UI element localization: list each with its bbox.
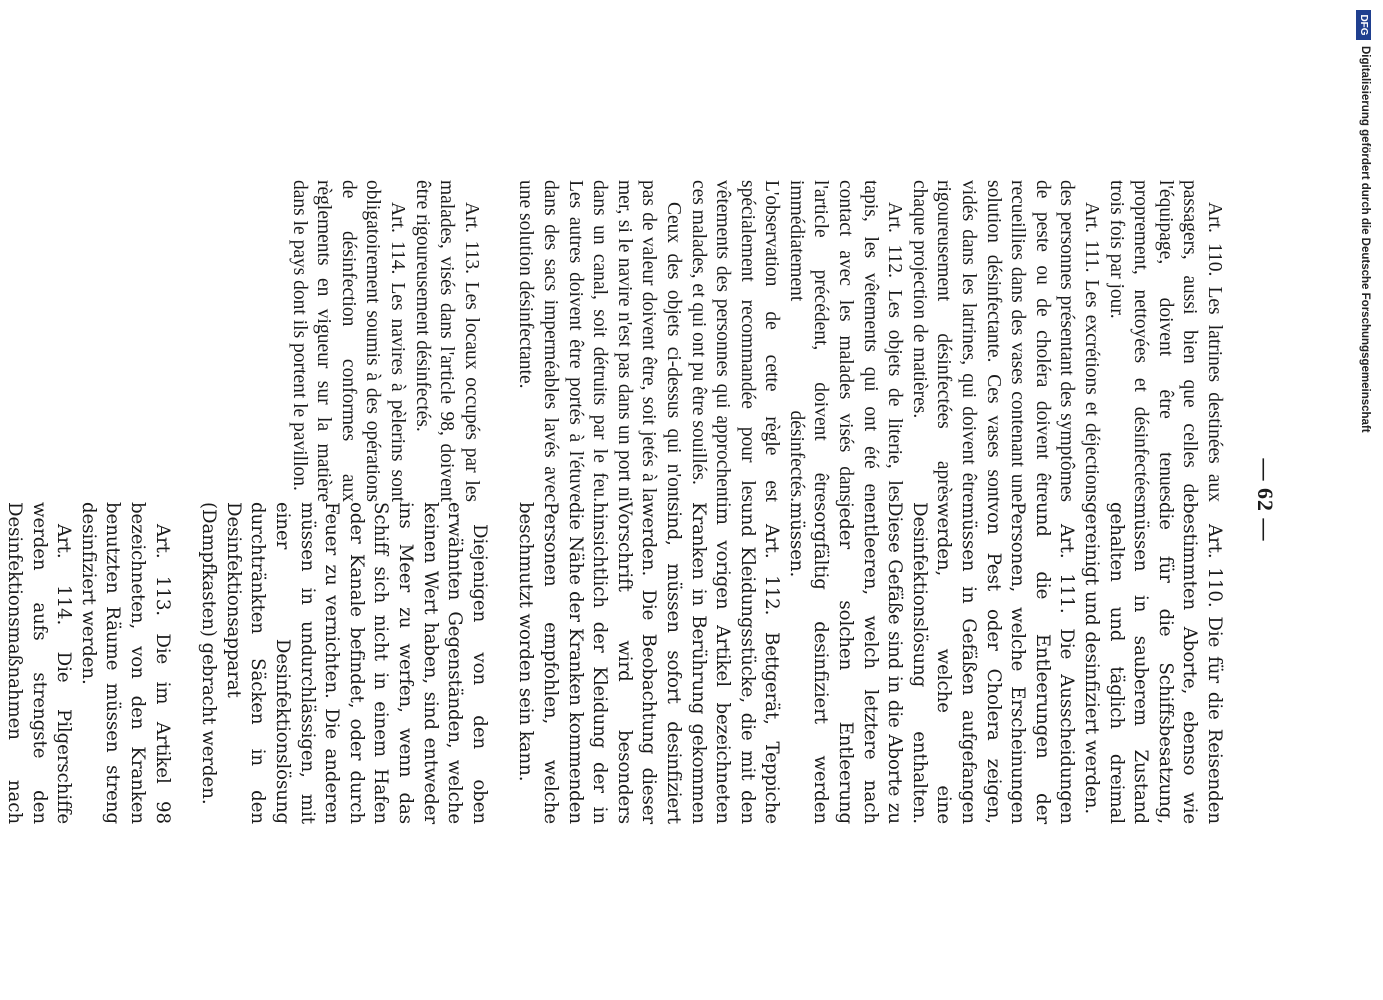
digitization-credit	[1355, 10, 1371, 990]
de-art-112: Art. 112. Bettgerät, Teppiche und Kleidungsstücke, die mit den im vorigen Artikel bezeichneten Kranken in Berührung gekommen sind, müssen sofort desinfiziert werden. Die Beobachtung dieser Vorschrift wird besonders hinsichtlich der Kleidung der in die Nähe der Kranken kommenden Personen empfohlen, welche beschmutzt worden sein kann.	[515, 502, 783, 824]
fr-art-114: Art. 114. Les navires à pèlerins sont obligatoirement soumis à des opérations de désinfection conformes aux règlements en vigueur sur la matière dans le pays dont ils portent le pavillon.	[288, 180, 408, 502]
fr-art-113: Art. 113. Les locaux occupés par les malades, visés dans l'article 98, doivent être rigoureusement désinfectés.	[411, 180, 482, 502]
de-art-111: Art. 111. Die Ausscheidungen und die Entleerungen der Personen, welche Erscheinungen von Pest oder Cholera zeigen, müssen in Gefäßen aufgefangen werden, welche eine Desinfektionslösung enthalten. Diese Gefäße sind in die Aborte zu entleeren, welch letztere nach jeder solchen Entleerung sorgfältig desinfiziert werden müssen.	[785, 502, 1078, 824]
de-art-110: Art. 110. Die für die Reisenden bestimmten Aborte, ebenso wie die für die Schiffsbesatzung, müssen in sauberem Zustand gehalten und täglich dreimal gereinigt und desinfiziert werden.	[1081, 502, 1225, 824]
french-column	[286, 180, 1226, 502]
fr-art-110: Art. 110. Les latrines destinées aux passagers, aussi bien que celles de l'équipage, doivent être tenues proprement, nettoyées et désinfectées trois fois par jour.	[1105, 180, 1225, 502]
german-column	[0, 502, 1226, 824]
fr-art-112: Art. 112. Les objets de literie, les tapis, les vêtements qui ont été en contact avec les malades visés dans l'article précédent, doivent être immédiatement désinfectés. L'observation de cette règle est spécialement recommandée pour les vêtements des personnes qui approchent ces malades, et qui ont pu être souillés.	[687, 180, 906, 502]
page-number: — 62 —	[1253, 458, 1278, 542]
fr-art-112-cont: Ceux des objets ci-dessus qui n'ont pas de valeur doivent être, soit jetés à la mer, si le navire n'est pas dans un port ni dans un canal, soit détruits par le feu. Les autres doivent être portés à l'étuve dans des sacs imperméables lavés avec une solution désinfectante.	[515, 180, 684, 502]
de-art-114: Art. 114. Die Pilgerschiffe werden aufs strengste den Desinfektionsmaßnahmen nach	[4, 502, 75, 824]
de-art-113: Art. 113. Die im Artikel 98 bezeichneten, von den Kranken benutzten Räume müssen streng desinfiziert werden.	[77, 502, 173, 824]
fr-art-111: Art. 111. Les excrétions et déjections des personnes présentant des symptômes de peste ou de choléra doivent être recueillies dans des vases contenant une solution désinfectante. Ces vases sont vidés dans les latrines, qui doivent être rigoureusement désinfectées après chaque projection de matières.	[908, 180, 1103, 502]
credit-text: Digitalisierung gefördert durch die Deutsche Forschungsgemeinschaft	[1359, 46, 1371, 433]
de-art-112-cont: Diejenigen von den oben erwähnten Gegenständen, welche keinen Wert haben, sind entweder ins Meer zu werfen, wenn das Schiff sich nicht in einem Hafen oder Kanale befindet, oder durch Feuer zu vernichten. Die anderen müssen in undurchlässigen, mit einer Desinfektionslösung durchtränkten Säcken in den Desinfektionsapparat (Dampfkasten) gebracht werden.	[198, 502, 490, 824]
dfg-logo: DFG	[1356, 10, 1371, 40]
